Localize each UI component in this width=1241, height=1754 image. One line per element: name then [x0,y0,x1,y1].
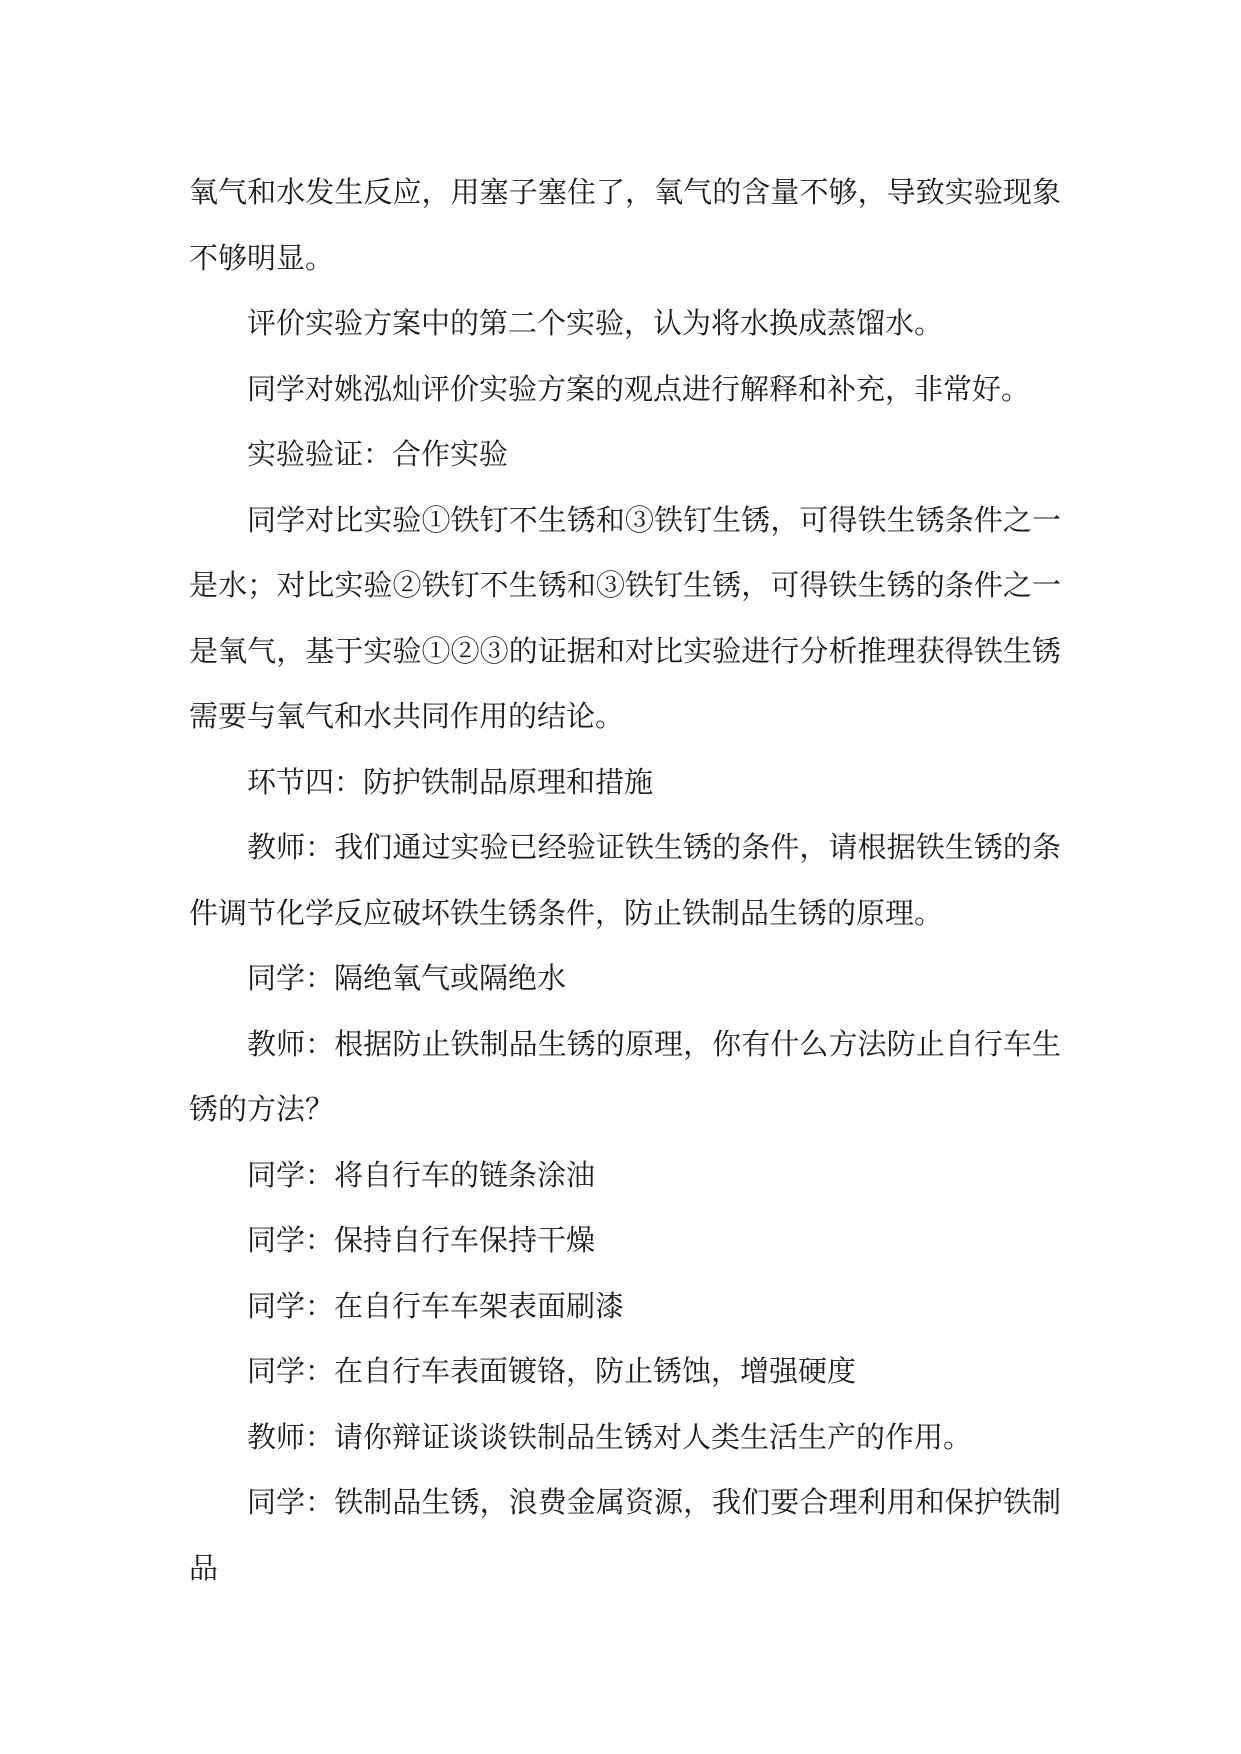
paragraph-2: 评价实验方案中的第二个实验，认为将水换成蒸馏水。 [247,306,944,340]
paragraph-4: 实验验证：合作实验 [247,437,509,471]
paragraph-7: 教师：我们通过实验已经验证铁生锈的条件，请根据铁生锈的条件调节化学反应破坏铁生锈条件，防止铁制品生锈的原理。 [189,830,1061,930]
document-page [189,160,1061,1601]
paragraph-10: 同学：将自行车的链条涂油 [247,1157,596,1192]
paragraph-13: 同学：在自行车表面镀铬，防止锈蚀，增强硬度 [247,1354,857,1388]
paragraph-5: 同学对比实验①铁钉不生锈和③铁钉生锈，可得铁生锈条件之一是水；对比实验②铁钉不生锈和③铁钉生锈，可得铁生锈的条件之一是氧气，基于实验①②③的证据和对比实验进行分析推理获得铁生锈需要与氧气和水共同作用的结论。 [189,502,1061,733]
paragraph-6: 环节四：防护铁制品原理和措施 [247,764,654,799]
paragraph-9: 教师：根据防止铁制品生锈的原理，你有什么方法防止自行车生锈的方法？ [189,1026,1061,1126]
paragraph-1: 氧气和水发生反应，用塞子塞住了，氧气的含量不够，导致实验现象不够明显。 [189,175,1061,275]
paragraph-8: 同学：隔绝氧气或隔绝水 [247,961,567,995]
paragraph-15: 同学：铁制品生锈，浪费金属资源，我们要合理利用和保护铁制品 [189,1485,1061,1585]
paragraph-3: 同学对姚泓灿评价实验方案的观点进行解释和补充，非常好。 [247,371,1031,406]
paragraph-12: 同学：在自行车车架表面刷漆 [247,1288,625,1323]
paragraph-14: 教师：请你辩证谈谈铁制品生锈对人类生活生产的作用。 [247,1419,973,1454]
paragraph-11: 同学：保持自行车保持干燥 [247,1223,596,1257]
